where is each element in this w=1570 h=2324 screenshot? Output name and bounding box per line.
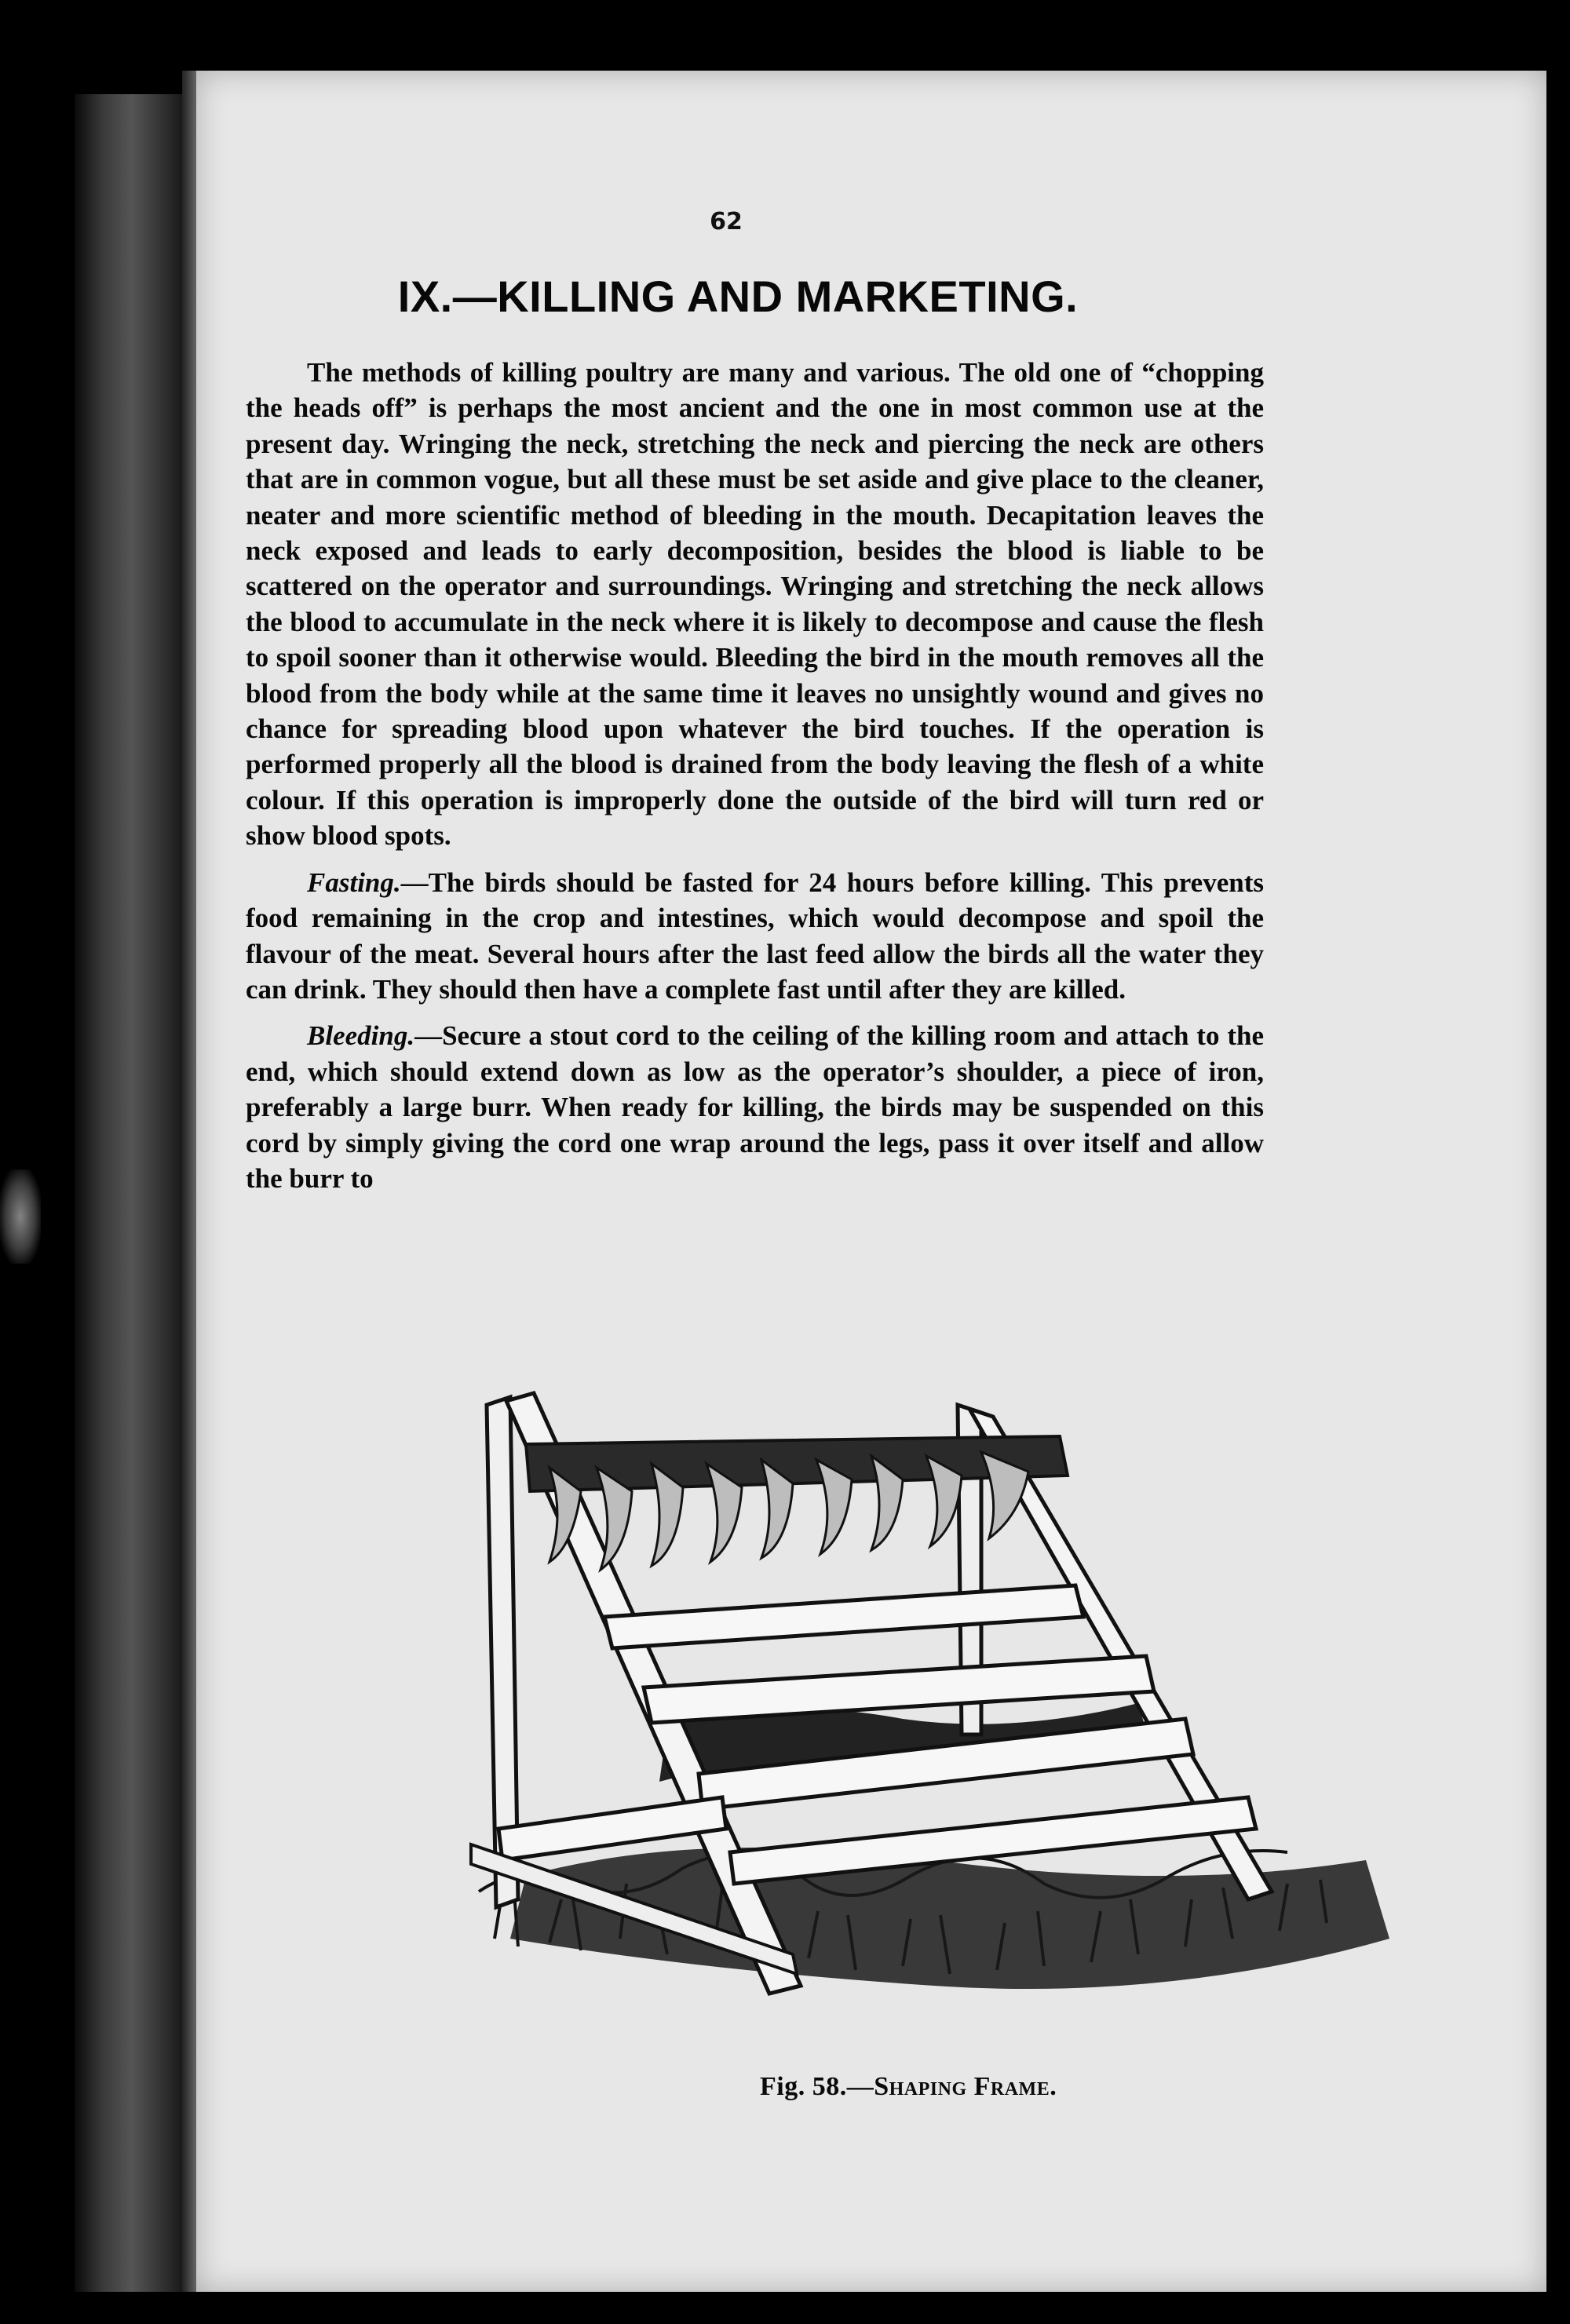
book-spine — [75, 94, 188, 2292]
page-number: 62 — [710, 208, 743, 235]
paragraph-intro — [246, 355, 1264, 854]
paragraph-bleeding-lead: Bleeding. — [307, 1020, 415, 1052]
bench-board-2 — [644, 1656, 1154, 1723]
body-text — [246, 355, 1264, 1207]
figure-caption-title: Shaping Frame. — [874, 2072, 1057, 2101]
chapter-title: IX.—KILLING AND MARKETING. — [397, 272, 1079, 321]
figure-caption — [760, 2072, 1057, 2102]
bench-board-1 — [604, 1585, 1083, 1648]
paragraph-fasting — [246, 865, 1264, 1008]
paragraph-fasting-lead: Fasting. — [307, 866, 401, 898]
paragraph-fasting-text: —The birds should be fasted for 24 hours before killing. This prevents food remaining in the crop and intestines, which would decompose and spoil the flavour of the meat. Several hours after the last feed allow the birds all the water they can drink. They should then have a complete fast until after they are killed. — [246, 866, 1264, 1005]
shaping-frame-illustration — [463, 1389, 1437, 2017]
paragraph-intro-text: The methods of killing poultry are many and various. The old one of “chopping the heads off” is perhaps the most ancient and the one in most common use at the present day. Wringing the neck, stretching the neck and piercing the neck are others that are in common vogue, but all these must be set aside and give place to the cleaner, neater and more scientific method of bleeding in the mouth. Decapitation leaves the neck exposed and leads to early decomposition, besides the blood is liable to be scattered on the operator and surroundings. Wringing and stretching the neck allows the blood to accumulate in the neck where it is likely to decompose and cause the flesh to spoil sooner than it otherwise would. Bleeding the bird in the mouth removes all the blood from the body while at the same time it leaves no unsightly wound and gives no chance for spreading blood upon whatever the bird touches. If the operation is performed properly all the blood is drained from the body leaving the flesh of a white colour. If this operation is improperly done the outside of the bird will turn red or show blood spots. — [246, 357, 1264, 852]
paragraph-bleeding-text: —Secure a stout cord to the ceiling of the killing room and attach to the end, which should extend down as low as the operator’s shoulder, a piece of iron, preferably a large burr. When ready for killing, the birds may be suspended on this cord by simply giving the cord one wrap around the legs, pass it over itself and allow the burr to — [246, 1020, 1264, 1194]
figure-caption-prefix: Fig. 58.— — [760, 2072, 874, 2101]
scan-edge-mark — [0, 1169, 41, 1264]
paragraph-bleeding — [246, 1018, 1264, 1196]
